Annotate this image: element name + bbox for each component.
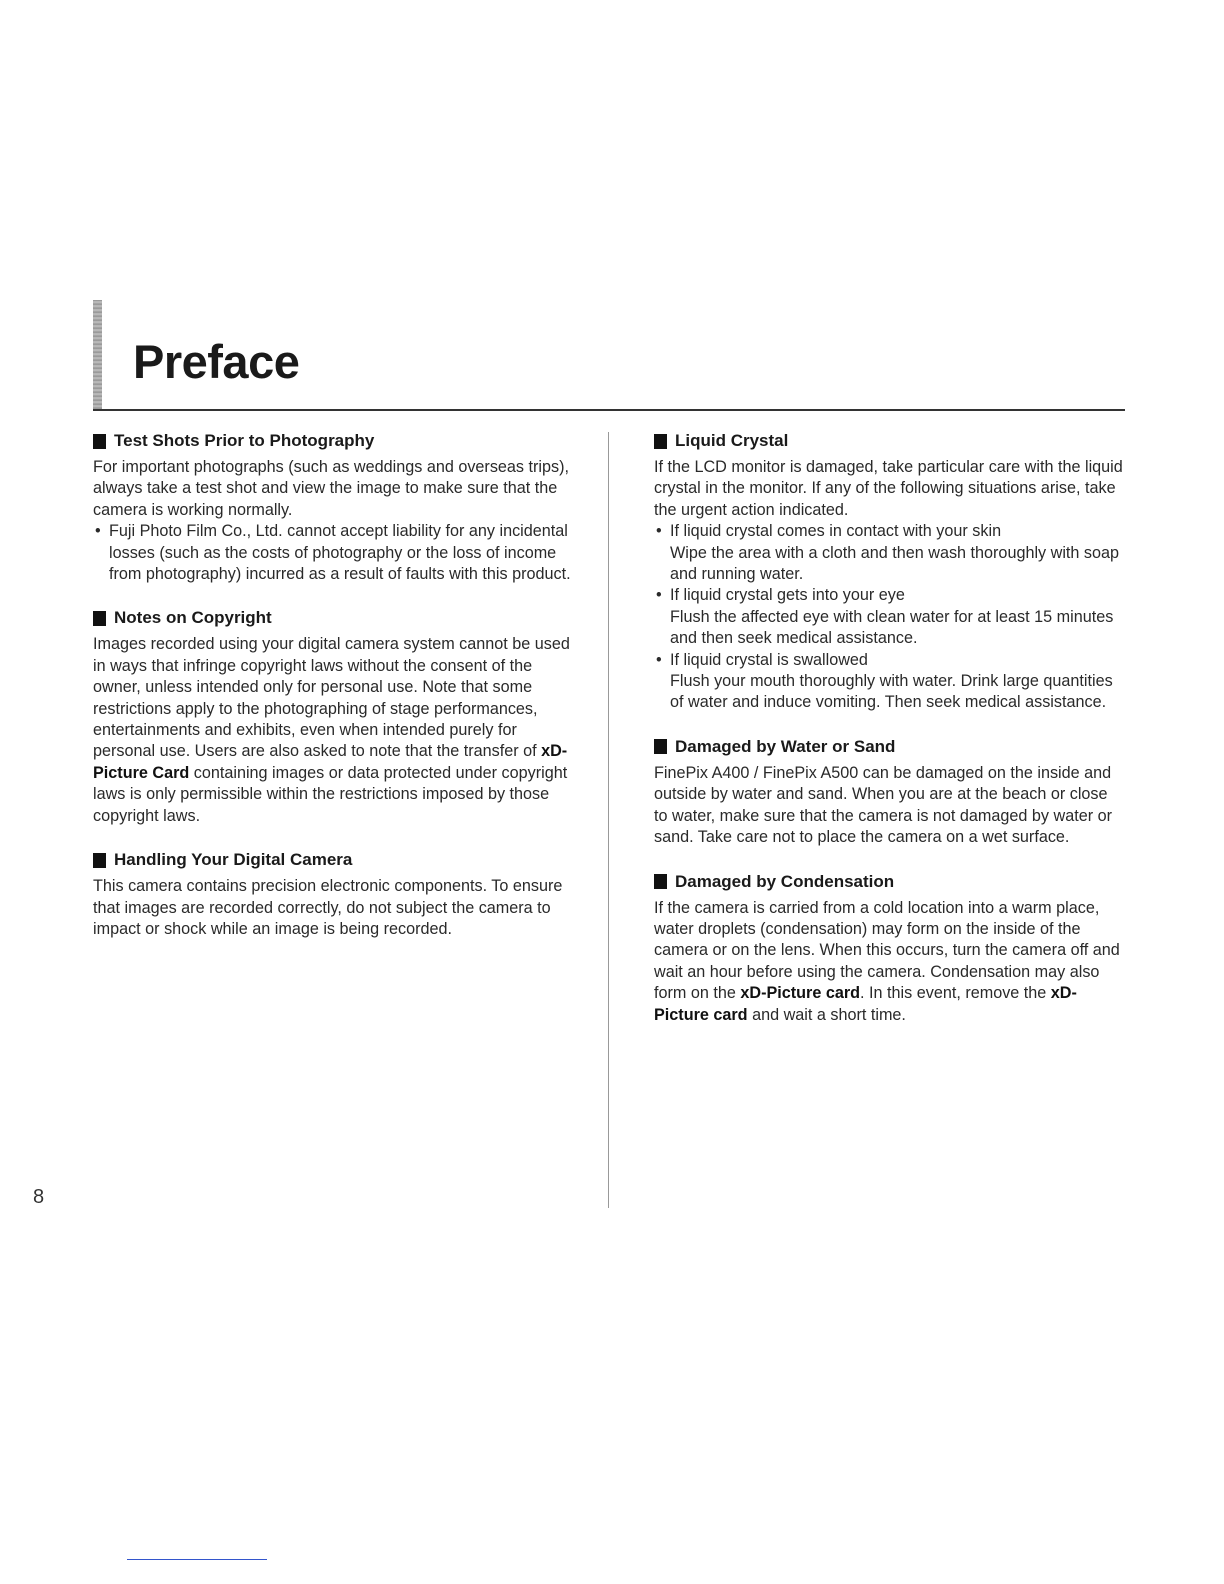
page-number: 8 [33,1186,45,1208]
bottom-link-underline [127,1559,267,1560]
square-bullet-icon [93,853,106,868]
section-water-sand [654,736,1124,849]
section-heading: Damaged by Water or Sand [654,736,1124,758]
left-column [93,430,573,962]
section-heading: Damaged by Condensation [654,871,1124,893]
section-test-shots [93,430,573,585]
bullet-item: • If liquid crystal is swallowed Flush your mouth thoroughly with water. Drink large quantities of water and induce vomiting. Then seek medical assistance. [654,650,1124,714]
bullet-list [93,521,573,585]
section-body: This camera contains precision electronic components. To ensure that images are recorded correctly, do not subject the camera to impact or shock while an image is being recorded. [93,877,563,938]
section-heading: Liquid Crystal [654,430,1124,452]
section-heading: Test Shots Prior to Photography [93,430,573,452]
bold-term: xD-Picture card [654,984,1077,1024]
right-column [654,430,1124,1048]
section-body: Images recorded using your digital camera system cannot be used in ways that infringe copyright laws without the consent of the owner, unless intended only for personal use. Note that some restrictions apply to the photographing of stage performances, entertainments and exhibits, even when intended purely for personal use. Users are also asked to note that the transfer of xD-Picture Card containing images or data protected under copyright laws is only permissible within the restrictions imposed by those copyright laws. [93,635,570,825]
bullet-item: • Fuji Photo Film Co., Ltd. cannot accept liability for any incidental losses (such as the costs of photography or the loss of income from photography) incurred as a result of faults with this product. [93,521,573,585]
square-bullet-icon [654,434,667,449]
square-bullet-icon [654,874,667,889]
square-bullet-icon [93,611,106,626]
title-accent-bar [93,300,102,410]
section-liquid-crystal [654,430,1124,714]
bullet-list [654,521,1124,714]
section-body: FinePix A400 / FinePix A500 can be damaged on the inside and outside by water and sand. When you are at the beach or close to water, make sure that the camera is not damaged by water or sand. Take care not to place the camera on a wet surface. [654,763,1112,847]
section-condensation [654,871,1124,1026]
column-divider [608,432,609,1208]
title-rule [93,409,1125,411]
section-body: If the LCD monitor is damaged, take particular care with the liquid crystal in the monitor. If any of the following situations arise, take the urgent action indicated. [654,458,1123,519]
section-handling [93,849,573,940]
bold-term: xD-Picture Card [93,742,568,782]
section-heading: Handling Your Digital Camera [93,849,573,871]
bullet-item: • If liquid crystal gets into your eye Flush the affected eye with clean water for at least 15 minutes and then seek medical assistance. [654,585,1124,649]
bold-term: xD-Picture card [740,984,861,1003]
section-heading: Notes on Copyright [93,607,573,629]
page-title: Preface [133,335,300,388]
square-bullet-icon [654,739,667,754]
square-bullet-icon [93,434,106,449]
section-body: If the camera is carried from a cold location into a warm place, water droplets (condensation) may form on the inside of the camera or on the lens. When this occurs, turn the camera off and wait an hour before using the camera. Condensation may also form on the xD-Picture card. In this event, remove the xD-Picture card and wait a short time. [654,898,1120,1024]
section-copyright [93,607,573,827]
bullet-item: • If liquid crystal comes in contact with your skin Wipe the area with a cloth and then wash thoroughly with soap and running water. [654,521,1124,585]
section-body: For important photographs (such as weddings and overseas trips), always take a test shot and view the image to make sure that the camera is working normally. [93,458,569,519]
